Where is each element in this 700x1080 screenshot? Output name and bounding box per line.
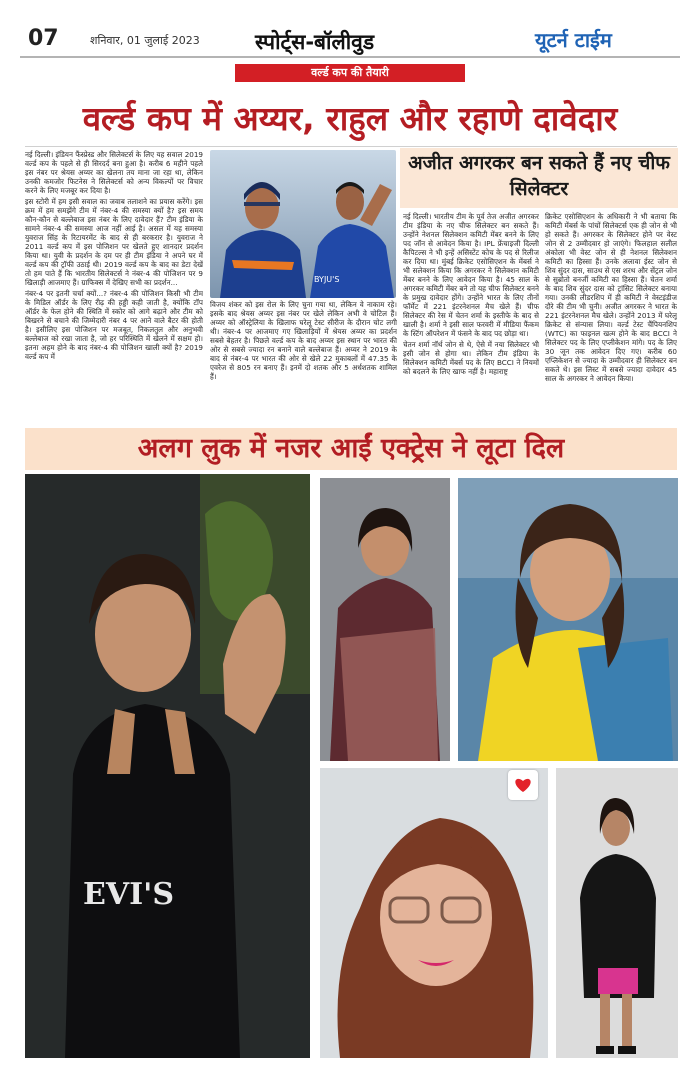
- article-paragraph: चेतन शर्मा नॉर्थ जोन से थे, ऐसे में नया सिलेक्टर भी इसी जोन से होगा था। लेकिन टीम इंडिया के सिलेक्शन कमिटी मेंबर्स पद के लिए BCCI ने नियमों को बदलने के लिए खाफ नहीं है। महाराष्ट्र: [403, 340, 539, 376]
- article-column-4: [545, 212, 677, 448]
- article-column-1: [25, 150, 203, 448]
- actress-photo-yellow-saree: [458, 478, 678, 761]
- article-paragraph: नंबर-4 पर इतनी चर्चा क्यों...? नंबर-4 की पोजिशन किसी भी टीम के मिडिल ऑर्डर के लिए रीढ़ की हड्डी कही जाती है, क्योंकि टॉप ऑर्डर के फेल होने की स्थिति में स्कोर को आगे बढ़ाने और टीम को बिखरने से बचाने की जिम्मेदारी नंबर 4 पर आने वाले बैटर की होती है। इसीलिए इस पोजिशन पर मजबूत, निकलतुल और अनुभवी बल्लेबाज को रखा जाता है, जो हर परिस्थिति में खेलने में सक्षम हो। इतना अहम होने के बाद नंबर-4 की पोजिशन खाली क्यों है? 2019 वर्ल्ड कप में: [25, 289, 203, 361]
- actress-photo-blazer: [556, 768, 678, 1058]
- heart-icon: [508, 770, 538, 800]
- article-paragraph: नई दिल्ली। भारतीय टीम के पूर्व तेज अजीत अगरकर टीम इंडिया के नए चीफ सिलेक्टर बन सकते हैं। उन्होंने नेशनल सिलेक्शन कमिटी मेंबर बनने के लिए पद जॉन से आवेदन किया है। IPL फ्रेंचाइजी दिल्ली कैपिटल्स ने भी इन्हें असिस्टेंट कोच के पद से रिलीज कर दिया था। मुंबई क्रिकेट एसोसिएशन के मेंबर्स ने भी सलेक्शन किया कि अगरकर ने सिलेक्शन कमिटी मेंबर बनने के लिए आवेदन किया है। 45 साल के अगरकर कमिटी मेंबर बने तो यह चीफ सिलेक्टर बनने के प्रमुख दावेदार होंगे। उन्होंने भारत के लिए तीनों फॉर्मेट में 221 इंटरनेशनल मैच खेले हैं। चीफ सिलेक्टर की रेस में चेतन शर्मा के इस्तीफे के बाद से खाली है। शर्मा ने इसी साल फरवरी में मीडिया फैंकम के स्टिंग ऑपरेशन में फंसने के बाद पद छोड़ा था।: [403, 212, 539, 338]
- actress-photo-large: [25, 474, 310, 1058]
- article-column-3: [403, 212, 539, 448]
- header-divider: [20, 56, 680, 58]
- subsection-label: वर्ल्ड कप की तैयारी: [235, 64, 465, 82]
- cricket-players-photo: [210, 150, 396, 298]
- main-headline: वर्ल्ड कप में अय्यर, राहुल और रहाणे दावेदार: [82, 99, 618, 138]
- article-paragraph: इस स्टोरी में हम इसी सवाल का जवाब तलाशने का प्रयास करेंगे। इस क्रम में हम समझेंगे टीम में नंबर-4 की समस्या क्यों है? इस समय कौन-कौन से बल्लेबाज इस नंबर के लिए दावेदार हैं? टीम इंडिया के सामने नंबर-4 की समस्या आज नहीं आई है। असल में यह समस्या युवराज सिंह के रिटायरमेंट के बाद से ही बरकरार है। युवराज ने 2011 वर्ल्ड कप में इस पोजिशन पर खेलते हुए शानदार प्रदर्शन किया था। युवी के प्रदर्शन के दम पर ही टीम इंडिया ने अपने घर में वर्ल्ड कप की ट्रॉफी उठाई थी। 2019 वर्ल्ड कप के बाद का डेटा देखें तो हम पाते हैं कि भारतीय सिलेक्टर्स ने नंबर-4 की पोजिशन पर 9 खिलाड़ी आजमाए हैं। ग्राफिक्स में देखिए सभी का प्रदर्शन...: [25, 197, 203, 287]
- shirt-text: EVI'S: [83, 877, 175, 912]
- page-number: 07: [28, 26, 59, 51]
- bollywood-headline: अलग लुक में नजर आईं एक्ट्रेस ने लूटा दिल: [137, 433, 565, 464]
- article-column-2: [210, 300, 397, 448]
- issue-date: शनिवार, 01 जुलाई 2023: [90, 34, 200, 47]
- headline-divider: [25, 146, 677, 147]
- article-paragraph: नई दिल्ली। इंडियन फैंस्प्रेस्ड और सिलेक्टर्स के लिए यह सवाल 2019 वर्ल्ड कप के पहले से ही सिरदर्द बना हुआ है। करीब 6 महीने पहले इस नंबर पर श्रेयस अय्यर का खेलना तय माना जा रहा था, लेकिन उनकी कमजोर फिटनेस ने सिलेक्टर्स को अन्य विकल्पों पर विचार करने के लिए मजबूर कर दिया है।: [25, 150, 203, 195]
- section-title: स्पोर्ट्स-बॉलीवुड: [255, 30, 375, 54]
- svg-text:BYJU'S: BYJU'S: [314, 275, 340, 284]
- sub-headline: अजीत अगरकर बन सकते हैं नए चीफ सिलेक्टर: [408, 152, 670, 200]
- actress-photo-glasses: [320, 768, 548, 1058]
- masthead: [0, 0, 700, 60]
- actress-photo-saree: [320, 478, 450, 761]
- article-paragraph: क्रिकेट एसोसिएशन के अधिकारी ने भी बताया कि कमिटी मेंबर्स के पांचों सिलेक्टर्स एक ही जोन से भी हो सकते हैं। अगरकर के सिलेक्टर होने पर वेस्ट जोन से 2 उम्मीदवार हो जाएंगे। फिलहाल सलील अंकोला भी वेस्ट जोन से ही नेशनल सिलेक्शन कमिटी का हिस्सा हैं। उनके अलावा ईस्ट जोन से शिव सुंदर दास, साउथ से एस शरथ और सेंट्रल जोन से सुब्रोतो बनर्जी कमिटी का हिस्सा हैं। चेतन शर्मा के बाद शिव सुंदर दास को ट्रांसिट सिलेक्टर बनाया गया। उनकी लीडरशिप में ही कमिटी ने वेस्टइंडीज दौरे की टीम भी चुनी। अजीत अगरकर ने भारत के 221 इंटरनेशनल मैच खेले। उन्होंने 2013 में घरेलू क्रिकेट से संन्यास लिया। वर्ल्ड टेस्ट चैंपियनशिप (WTC) का फाइनल खत्म होने के बाद BCCI ने सिलेक्टर पद के लिए एप्लीकेशन मांगे। पद के लिए 30 जून तक आवेदन दिए गए। करीब 60 एप्लिकेशन से ज्यादा के उम्मीदवार ही सिलेक्टर बन सकते थे। इस लिस्ट में सबसे ज्यादा दावेदार 45 साल के अगरकर ने आवेदन किया।: [545, 212, 677, 383]
- newspaper-logo: यूटर्न टाईम: [535, 28, 612, 52]
- article-paragraph: विजय शंकर को इस रोल के लिए चुना गया था, लेकिन वे नाकाम रहे। इसके बाद श्रेयस अय्यर इस नंबर पर खेले लेकिन अभी वे चोटिल हैं। अय्यर को ऑस्ट्रेलिया के खिलाफ घरेलू टेस्ट सीरीज के दौरान चोट लगी थी। नंबर-4 पर आजमाए गए खिलाड़ियों में श्रेयस अय्यर का प्रदर्शन सबसे बेहतर है। पिछले वर्ल्ड कप के बाद अय्यर इस स्थान पर भारत की ओर से सबसे ज्यादा रन बनाने वाले बल्लेबाज हैं। अय्यर ने 2019 के बाद से नंबर-4 पर भारत की ओर से खेले 22 मुकाबलों में 47.35 के एवरेज से 805 रन बनाए हैं। इनमें दो शतक और 5 अर्धशतक शामिल हैं।: [210, 300, 397, 381]
